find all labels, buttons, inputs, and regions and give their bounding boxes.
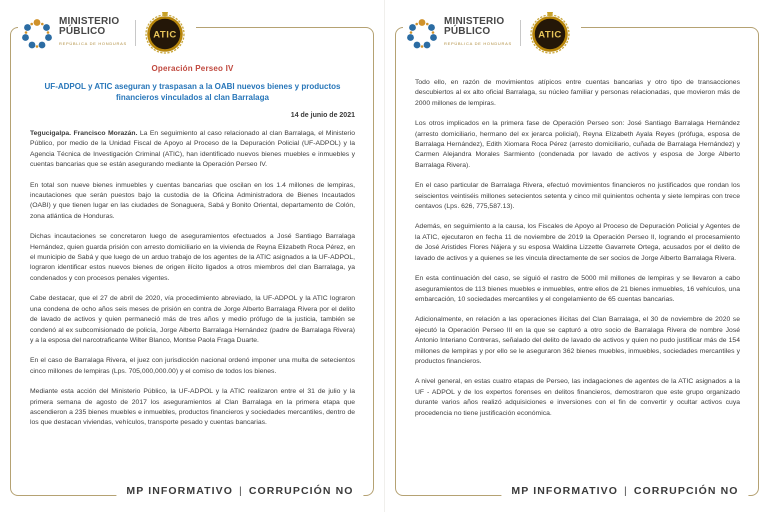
ministry-name-line2: PÚBLICO — [444, 26, 491, 37]
ministry-tagline: REPÚBLICA DE HONDURAS — [444, 41, 512, 46]
ministry-name-line2: PÚBLICO — [59, 26, 106, 37]
left-page-content — [30, 58, 355, 439]
page-right — [384, 0, 768, 512]
paragraph: Además, en seguimiento a la causa, los Fiscales de Apoyo al Proceso de Depuración Policial y Agentes de la ATIC, ejecutaron en fecha 11 de noviembre de 2019 la Operación Perseo II, logrando el procesamiento de José Aristides Flores Nájera y su esposa Waldina Lizzette Gavarrete Ortega, acusados por el delito de lavado de activos y a quienes se les vincula directamente de ser socios de Jorge Alberto Barralaga Rivera. — [415, 223, 740, 262]
paragraph: En esta continuación del caso, se siguió el rastro de 5000 mil millones de lempiras y se llevaron a cabo aseguramientos de 113 bienes muebles e inmuebles, entre ellos de 21 bienes inmuebles, 16 vehículos, una embarcación, 10 sociedades mercantiles y el congelamiento de 65 cuentas bancarias. — [415, 275, 740, 303]
footer-corrupcion-no: CORRUPCIÓN NO — [248, 485, 354, 497]
logo-divider — [520, 20, 521, 46]
footer-mp-informativo: MP INFORMATIVO — [126, 485, 234, 497]
ministerio-publico-logo-icon — [405, 15, 439, 51]
document-date: 14 de junio de 2021 — [290, 112, 355, 119]
ministerio-publico-wordmark — [59, 17, 127, 49]
dateline: Tegucigalpa. Francisco Morazán. — [30, 130, 138, 137]
ministry-name-line1: MINISTERIO — [444, 16, 505, 27]
atic-logo-icon — [144, 11, 186, 55]
ministerio-publico-wordmark — [444, 17, 512, 49]
footer-separator: | — [239, 485, 243, 497]
paragraph: Dichas incautaciones se concretaron luego de aseguramientos efectuados a José Santiago Barralaga Hernández, quien guarda prisión con arresto domiciliario en la vivienda de Reyna Elizabeth Roca Pérez, en el municipio de Sabá y que luego de un arduo trabajo de los agentes de la ATIC asignados a la UF-ADPOL, lograron identificar estos nuevos bienes de origen ilícito ligados a otros miembros del clan Barralaga, ya condenados y con procesos penales vigentes. — [30, 233, 355, 282]
paragraph: Los otros implicados en la primera fase de Operación Perseo son: José Santiago Barralaga Hernández (arresto domiciliario, hermano del ex jerarca policial), Reyna Elizabeth Ayala Reyes (prófuga, esposa de Barralaga Hernández), Edith Xiomara Roca Pérez (arresto domiciliario, cuñada de Barralaga Hernández) y Carmen Alejandra Morales Sarmiento (condenada por lavado de activos y esposa de Jorge Alberto Barralaga Rivera). — [415, 120, 740, 169]
paragraph: En el caso particular de Barralaga Rivera, efectuó movimientos financieros no justificados que rondan los seiscientos veintiséis millones setecientos setenta y cinco mil quinientos ochenta y siete lempiras con trece centavos (Lps. 626, 775,587.13). — [415, 182, 740, 211]
paragraph-text: La En seguimiento al caso relacionado al clan Barralaga, el Ministerio Público, por medio de la Unidad Fiscal de Apoyo al Proceso de la Depuración Policial (UF-ADPOL) y la Agencia Técnica de Investigación Criminal (ATIC), han identificado nuevos bienes muebles e inmuebles y cuentas bancarias que se están asegurando mediante la Operación Perseo IV. — [30, 130, 355, 169]
ministry-tagline: REPÚBLICA DE HONDURAS — [59, 41, 127, 46]
ministerio-publico-logo-icon — [20, 15, 54, 51]
paragraph: Adicionalmente, en relación a las operaciones ilícitas del Clan Barralaga, el 30 de noviembre de 2020 se ejecutó la Operación Perseo III en la que se capturó a otro socio de Barralaga Rivera de nombre José Antonio Interiano Contreras, señalado del delito de lavado de activos y quien no pudo justificar más de 154 millones de lempiras y por ello se le aseguraron 362 bienes muebles, inmuebles, sociedades mercantiles y productos financieros. — [415, 316, 740, 365]
svg-text:ATIC: ATIC — [538, 29, 562, 41]
paragraph: Mediante esta acción del Ministerio Público, la UF-ADPOL y la ATIC realizaron entre el 31 de julio y la primera semana de agosto de 2017 los aseguramientos al Clan Barralaga en la primera etapa que ascendieron a 235 bienes muebles e inmuebles, productos financieros y sociedades mercantiles, dentro de los que destacan viviendas, vehículos, transporte pesado y cuentas bancarias. — [30, 388, 355, 427]
header-logos — [403, 9, 581, 57]
paragraph: A nivel general, en estas cuatro etapas de Perseo, las indagaciones de agentes de la ATIC asignados a la UF - ADPOL y de los expertos forenses en delitos financieros, demostraron que este grupo organizado durante varios años realizó adquisiciones e inversiones con el fin de convertir y ocultar activos cuya procedencia no tiene justificación económica. — [415, 378, 740, 417]
logo-divider — [135, 20, 136, 46]
paragraph — [30, 129, 355, 171]
atic-logo-icon — [529, 11, 571, 55]
right-page-content — [415, 78, 740, 429]
ministry-name-line1: MINISTERIO — [59, 16, 120, 27]
operation-title: Operación Perseo IV — [151, 64, 234, 73]
page-footer — [116, 485, 363, 497]
paragraph: Cabe destacar, que el 27 de abril de 2020, vía procedimiento abreviado, la UF-ADPOL y la ATIC lograron una condena de ocho años seis meses de prisión en contra de Jorge Alberto Barralaga Rivera por el delito de lavado de activos y quien permaneció más de tres años y medio prófugo de la justicia, también se condenó al ex subcomisionado de policía, Jorge Alberto Barralaga Hernández (padre de Barralaga Rivera) y a la esposa del narcotraficante Wilter Blanco, Montse Paola Fraga Duarte. — [30, 295, 355, 344]
paragraph: Todo ello, en razón de movimientos atípicos entre cuentas bancarias y otro tipo de transacciones descubiertos al ex alto oficial Barralaga, su núcleo familiar y personas relacionadas, que movieron más de 2000 millones de lempiras. — [415, 79, 740, 107]
headline: UF-ADPOL y ATIC aseguran y traspasan a la OABI nuevos bienes y productos financieros vinculados al clan Barralaga — [44, 82, 341, 102]
footer-mp-informativo: MP INFORMATIVO — [511, 485, 619, 497]
svg-text:ATIC: ATIC — [153, 29, 177, 41]
footer-corrupcion-no: CORRUPCIÓN NO — [633, 485, 739, 497]
paragraph: En el caso de Barralaga Rivera, el juez con jurisdicción nacional ordenó imponer una multa de setecientos cinco millones de lempiras (Lps. 705,000,000.00) y el comiso de todos los bienes. — [30, 357, 355, 375]
footer-separator: | — [624, 485, 628, 497]
page-footer — [501, 485, 748, 497]
header-logos — [18, 9, 196, 57]
paragraph: En total son nueve bienes inmuebles y cuentas bancarias que oscilan en los 1.4 millones de lempiras, incautaciones que serán puestos bajo la custodia de la Oficina Administradora de Bienes Incautados (OABI) y que tienen lugar en las ciudades de Sonaguera, Sabá y Bonito Oriental, departamento de Colón, zona atlántica de Honduras. — [30, 181, 355, 220]
